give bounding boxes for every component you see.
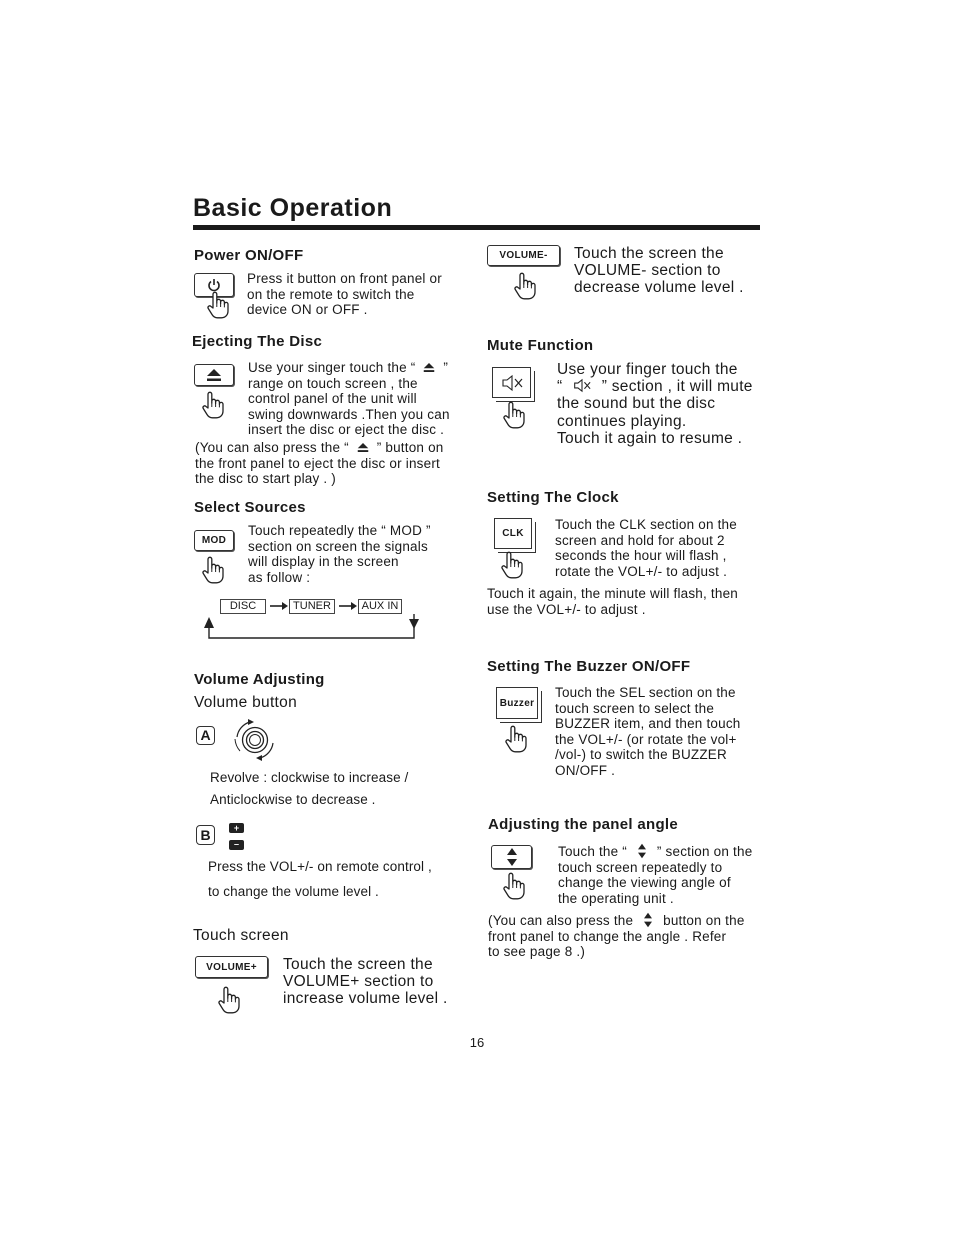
volume-heading: Volume Adjusting [194, 671, 325, 688]
mute-text: Use your finger touch the “ ” section , it will mute the sound but the disc continues playing. Touch it again to resume . [557, 361, 753, 447]
volume-knob-icon[interactable] [228, 717, 278, 763]
touch-screen-subheading: Touch screen [193, 927, 289, 944]
buzzer-text: Touch the SEL section on the touch screen to select the BUZZER item, and then touch the VOL+/- (or rotate the vol+ /vol-) to switch the BUZZER ON/OFF . [555, 685, 741, 778]
marker-a: A [196, 726, 215, 745]
power-text: Press it button on front panel or on the remote to switch the device ON or OFF . [247, 271, 442, 318]
sources-text: Touch repeatedly the “ MOD ” section on screen the signals will display in the screen as follow : [248, 523, 431, 585]
remote-line-1: Press the VOL+/- on remote control , [208, 859, 432, 874]
flow-tuner: TUNER [289, 599, 335, 614]
eject-icon [206, 368, 222, 382]
revolve-line-2: Anticlockwise to decrease . [210, 792, 376, 807]
volume-minus-button[interactable] [487, 245, 560, 266]
power-heading: Power ON/OFF [194, 247, 304, 264]
mute-icon [501, 375, 523, 391]
remote-vol-minus-button[interactable]: – [229, 840, 244, 850]
buzzer-button[interactable] [496, 687, 538, 719]
buzzer-button-label: Buzzer [499, 697, 535, 709]
title-rule [193, 225, 760, 230]
flow-aux-in: AUX IN [358, 599, 402, 614]
volume-minus-text: Touch the screen the VOLUME- section to decrease volume level . [574, 245, 744, 297]
revolve-line-1: Revolve : clockwise to increase / [210, 770, 409, 785]
volume-minus-label: VOLUME- [499, 250, 548, 261]
angle-icon [637, 843, 647, 859]
flow-disc: DISC [220, 599, 266, 614]
clk-button[interactable] [494, 518, 532, 549]
flow-arrows [200, 598, 425, 643]
hand-icon [217, 986, 241, 1014]
hand-icon [201, 391, 225, 419]
angle-note: (You can also press the button on the front panel to change the angle . Refer to see page 8 .) [488, 913, 745, 960]
clock-note: Touch it again, the minute will flash, then use the VOL+/- to adjust . [487, 586, 738, 617]
volume-plus-label: VOLUME+ [206, 961, 257, 973]
remote-line-2: to change the volume level . [208, 884, 379, 899]
mod-button-label: MOD [201, 535, 227, 546]
angle-button[interactable] [491, 845, 532, 869]
angle-heading: Adjusting the panel angle [488, 816, 679, 833]
hand-icon [201, 556, 225, 584]
hand-icon [502, 872, 526, 900]
clock-text: Touch the CLK section on the screen and hold for about 2 seconds the hour will flash , rotate the VOL+/- to adjust . [555, 517, 737, 579]
mod-button[interactable] [194, 530, 234, 551]
eject-text: Use your singer touch the “ ” range on touch screen , the control panel of the unit will swing downwards .Then you can insert the disc or eject the disc . [248, 360, 450, 438]
hand-icon [500, 551, 524, 579]
eject-icon [357, 442, 369, 453]
eject-button[interactable] [194, 364, 234, 386]
hand-icon [513, 272, 537, 300]
hand-icon [504, 725, 528, 753]
page-number: 16 [469, 1035, 485, 1050]
eject-note: (You can also press the “ ” button on the front panel to eject the disc or insert the disc to start play . ) [195, 440, 444, 487]
eject-heading: Ejecting The Disc [192, 333, 323, 350]
volume-button-subheading: Volume button [194, 694, 297, 711]
mute-button[interactable] [492, 367, 531, 398]
buzzer-heading: Setting The Buzzer ON/OFF [487, 658, 691, 675]
mute-heading: Mute Function [487, 337, 594, 354]
angle-icon [506, 847, 518, 867]
hand-icon [502, 401, 526, 429]
angle-icon [643, 912, 653, 928]
eject-icon [423, 362, 435, 373]
remote-vol-plus-button[interactable]: + [229, 823, 244, 833]
mute-icon [573, 379, 591, 392]
page-title: Basic Operation [193, 194, 393, 222]
marker-b: B [196, 825, 215, 845]
volume-plus-button[interactable] [195, 956, 268, 978]
clk-button-label: CLK [502, 528, 524, 539]
hand-icon [206, 291, 230, 319]
power-icon [207, 278, 221, 292]
volume-plus-text: Touch the screen the VOLUME+ section to increase volume level . [283, 956, 448, 1008]
angle-text: Touch the “ ” section on the touch screen repeatedly to change the viewing angle of the operating unit . [558, 844, 753, 906]
clock-heading: Setting The Clock [487, 489, 619, 506]
sources-heading: Select Sources [194, 499, 306, 516]
